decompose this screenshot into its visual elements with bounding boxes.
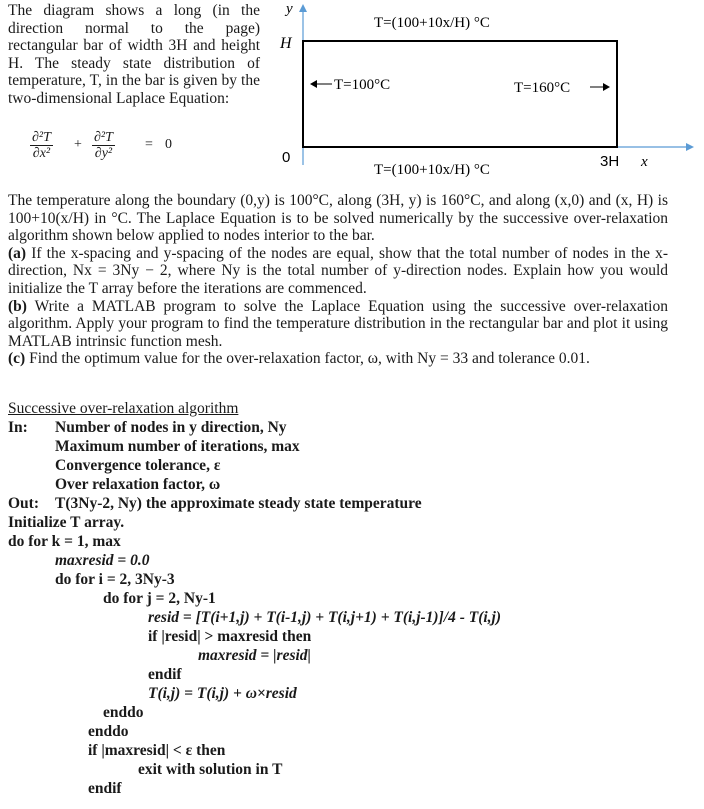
bar-diagram — [270, 0, 700, 180]
y-axis-label: y — [286, 1, 293, 17]
algo-line-update-t: T(i,j) = T(i,j) + ω×resid — [148, 685, 297, 702]
boundary-conditions-paragraph: The temperature along the boundary (0,y) is 100°C, along (3H, y) is 160°C, and along (x,0) and (x, H) is 100+10(x/H) in °C. The Laplace Equation is to be solved numerically by the successive over-relaxation algorithm shown below applied to nodes interior to the bar. — [8, 192, 668, 245]
equals-sign: = — [145, 137, 153, 152]
algo-line-resid: resid = [T(i+1,j) + T(i-1,j) + T(i,j+1) + T(i,j-1)]/4 - T(i,j) — [148, 609, 502, 626]
height-label: H — [280, 35, 292, 52]
algo-out-label: Out: — [8, 495, 39, 512]
left-bc-label: T=100°C — [334, 77, 391, 93]
algo-line-enddo-2: enddo — [88, 723, 129, 740]
algo-line-do-i: do for i = 2, 3Ny-3 — [55, 571, 175, 588]
algo-line-maxresid-init: maxresid = 0.0 — [55, 552, 150, 569]
algo-line-maxresid-update: maxresid = |resid| — [198, 647, 311, 664]
algorithm-title: Successive over-relaxation algorithm — [8, 400, 239, 417]
part-b-label: (b) — [8, 297, 27, 315]
algo-line-exit: exit with solution in T — [138, 761, 283, 778]
part-a-label: (a) — [8, 244, 27, 262]
part-c — [8, 350, 668, 368]
problem-statement — [8, 192, 668, 368]
algo-line-endif-2: endif — [88, 780, 122, 797]
plus-sign: + — [74, 137, 82, 152]
bottom-bc-label: T=(100+10x/H) °C — [374, 162, 490, 178]
term1-denominator: ∂x² — [32, 146, 51, 161]
top-bc-label: T=(100+10x/H) °C — [374, 15, 490, 31]
algo-line-if-converged: if |maxresid| < ε then — [88, 742, 226, 759]
algo-line-do-j: do for j = 2, Ny-1 — [103, 590, 216, 607]
algo-line-if-resid: if |resid| > maxresid then — [148, 628, 312, 645]
part-a — [8, 245, 668, 298]
term2-denominator: ∂y² — [94, 146, 113, 161]
algo-in-label: In: — [8, 419, 28, 436]
term-d2t-dx2 — [30, 130, 53, 161]
algo-line-max: Maximum number of iterations, max — [55, 438, 300, 455]
algo-line-tol: Convergence tolerance, ε — [55, 457, 221, 474]
algo-line-do-k: do for k = 1, max — [8, 533, 121, 550]
part-b-text: Write a MATLAB program to solve the Laplace Equation using the successive over-relaxation algorithm. Apply your program to find the temperature distribution in the rectangular bar and plot it using MATLAB intrinsic function mesh. — [8, 297, 668, 350]
right-bc-label: T=160°C — [514, 80, 571, 96]
term-d2t-dy2 — [92, 130, 115, 161]
width-label: 3H — [600, 153, 620, 170]
term1-numerator: ∂²T — [32, 130, 51, 145]
part-a-text: If the x-spacing and y-spacing of the nodes are equal, show that the total number of nodes in the x-direction, Nx = 3Ny − 2, where Ny is the total number of y-direction nodes. Explain how you would initialize the T array before the iterations are commenced. — [8, 244, 669, 297]
right-arrowhead-icon — [603, 83, 610, 91]
rhs-zero: 0 — [165, 137, 172, 152]
intro-paragraph: The diagram shows a long (in the direction normal to the page) rectangular bar of width 3H and height H. The steady state distribution of temperature, T, in the bar is given by the two-dimensional Laplace Equation: — [8, 2, 260, 107]
part-c-text: Find the optimum value for the over-relaxation factor, ω, with Ny = 33 and tolerance 0.01. — [29, 350, 590, 368]
x-axis-arrowhead — [686, 143, 694, 151]
y-axis-arrowhead — [299, 4, 307, 12]
term2-numerator: ∂²T — [94, 130, 113, 145]
part-c-label: (c) — [8, 350, 26, 368]
origin-label: 0 — [282, 149, 291, 166]
laplace-equation — [30, 130, 230, 180]
part-b — [8, 298, 668, 351]
algo-line-ny: Number of nodes in y direction, Ny — [55, 419, 287, 436]
algo-line-enddo-1: enddo — [103, 704, 144, 721]
algo-line-omega: Over relaxation factor, ω — [55, 476, 221, 493]
left-arrowhead-icon — [310, 80, 317, 88]
algo-line-out: T(3Ny-2, Ny) the approximate steady state temperature — [55, 495, 422, 512]
x-axis-label: x — [641, 154, 648, 170]
algo-line-init: Initialize T array. — [8, 514, 125, 531]
algo-line-endif-1: endif — [148, 666, 182, 683]
